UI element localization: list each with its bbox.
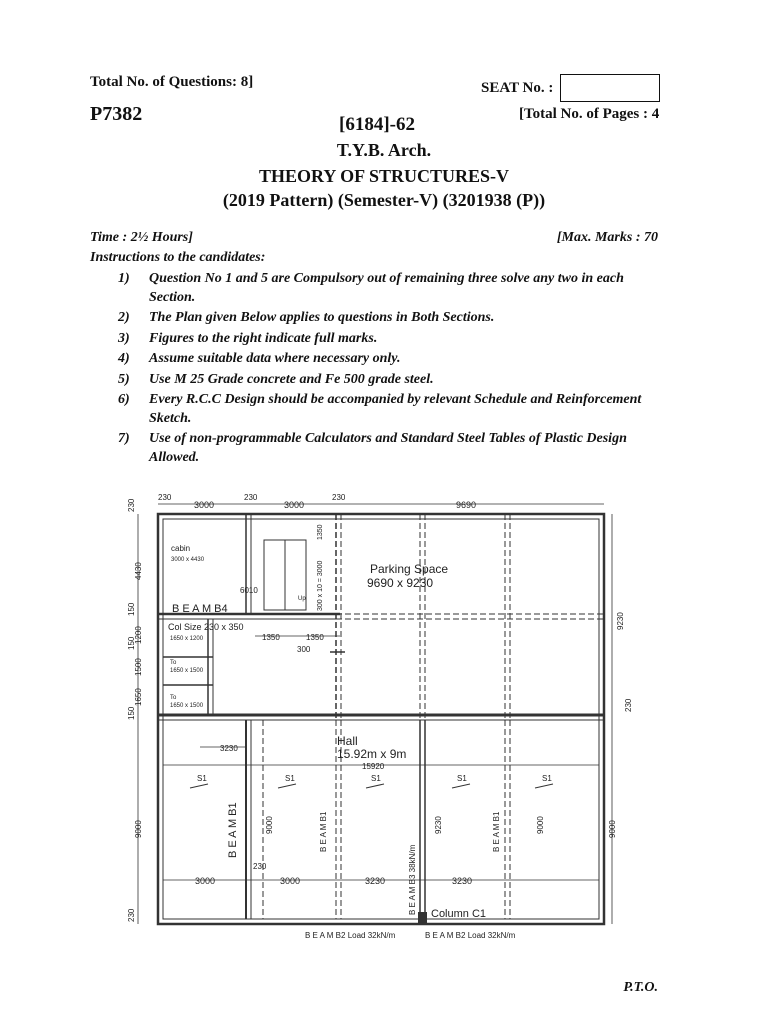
- dim-label: 150: [127, 602, 136, 616]
- dim-label: 230: [127, 498, 136, 512]
- dim-label: 230: [244, 493, 258, 502]
- instruction-item: [118, 270, 662, 307]
- floor-plan-drawing: [122, 488, 660, 944]
- dim-label: 1500: [134, 658, 143, 676]
- beam-label: B E A M B1: [227, 802, 239, 858]
- dim-label: 230: [158, 493, 172, 502]
- dim-label: 3000: [284, 500, 305, 510]
- total-pages: [Total No. of Pages : 4: [519, 106, 660, 122]
- parking-size: 9690 x 9230: [367, 576, 434, 590]
- beam-label: B E A M B1: [319, 811, 328, 852]
- stair-label: 300 x 10 = 3000: [317, 560, 324, 611]
- dim-label: 300: [297, 645, 311, 654]
- dim-label: 9000: [536, 816, 545, 834]
- seat-number-box[interactable]: [560, 74, 660, 102]
- dim-label: 1350: [306, 633, 324, 642]
- column-size-label: Col Size 230 x 350: [168, 622, 244, 632]
- dim-label: 1350: [262, 633, 280, 642]
- instruction-text: The Plan given Below applies to questions in Both Sections.: [149, 310, 495, 325]
- subject-title: THEORY OF STRUCTURES-V: [258, 166, 510, 186]
- instruction-number: 1): [118, 271, 130, 286]
- instructions-heading: Instructions to the candidates:: [90, 250, 266, 265]
- beam-load-label: B E A M B2 Load 32kN/m: [425, 931, 516, 940]
- room-label: To: [170, 660, 177, 666]
- dim-label: 9230: [616, 612, 625, 630]
- dim-label: 6010: [240, 586, 258, 595]
- hall-size: 15.92m x 9m: [337, 747, 407, 761]
- dim-label: 3230: [220, 744, 238, 753]
- pattern-line: (2019 Pattern) (Semester-V) (3201938 (P)): [222, 190, 546, 210]
- instruction-number: 2): [118, 310, 130, 325]
- instruction-item: [118, 330, 662, 349]
- dim-label: 9230: [434, 816, 443, 834]
- dim-label: 15920: [362, 762, 385, 771]
- column-label: Column C1: [431, 908, 487, 920]
- slab-label: S1: [371, 774, 381, 783]
- instruction-text: Figures to the right indicate full marks.: [149, 330, 378, 346]
- max-marks: [Max. Marks : 70: [556, 230, 658, 245]
- beam-label: B E A M B3 38kN/m: [408, 844, 417, 915]
- course-title: T.Y.B. Arch.: [336, 140, 432, 160]
- slab-label: S1: [197, 774, 207, 783]
- beam-load-label: B E A M B2 Load 32kN/m: [305, 931, 396, 940]
- page-turn-indicator: P.T.O.: [623, 980, 658, 995]
- room-size: 1650 x 1500: [170, 668, 204, 674]
- dim-label: 150: [127, 636, 136, 650]
- instructions-list: [118, 270, 662, 469]
- dim-label: 9000: [608, 820, 617, 838]
- dim-label: 9000: [134, 820, 143, 838]
- dim-label: 150: [127, 706, 136, 720]
- dim-label: 230: [624, 698, 633, 712]
- paper-code: [6184]-62: [339, 114, 415, 135]
- room-size: 1650 x 1200: [170, 636, 204, 642]
- dim-label: 3230: [365, 876, 386, 886]
- instruction-text: Assume suitable data where necessary only.: [149, 351, 401, 366]
- hall-label: Hall: [337, 734, 358, 748]
- dim-label: 4430: [134, 562, 143, 580]
- exam-time: Time : 2½ Hours]: [90, 230, 193, 245]
- total-questions: Total No. of Questions: 8]: [90, 74, 254, 90]
- beam-label: B E A M B4: [172, 603, 228, 615]
- instruction-number: 5): [118, 371, 130, 387]
- dim-label: 3000: [195, 876, 216, 886]
- instruction-text: Use M 25 Grade concrete and Fe 500 grade steel.: [149, 371, 434, 387]
- slab-label: S1: [457, 774, 467, 783]
- beam-label: B E A M B1: [492, 811, 501, 852]
- dim-label: 3230: [452, 876, 473, 886]
- slab-label: S1: [285, 774, 295, 783]
- instruction-item: [118, 350, 662, 369]
- instruction-text: Every R.C.C Design should be accompanied by relevant Schedule and Reinforcement Sketch.: [149, 392, 642, 426]
- room-label: cabin: [171, 544, 191, 553]
- parking-label: Parking Space: [370, 562, 449, 576]
- dim-label: 230: [332, 493, 346, 502]
- instruction-number: 3): [118, 330, 130, 346]
- seat-number-label: SEAT No. :: [481, 80, 554, 96]
- dim-label: 3000: [280, 876, 301, 886]
- dim-label: 1350: [317, 524, 324, 540]
- instruction-item: [118, 430, 662, 467]
- room-size: 1650 x 1500: [170, 703, 204, 709]
- dim-label: 1650: [134, 688, 143, 706]
- instruction-number: 7): [118, 431, 130, 446]
- slab-label: S1: [542, 774, 552, 783]
- instruction-text: Use of non-programmable Calculators and Standard Steel Tables of Plastic Design Allowed.: [149, 431, 627, 465]
- instruction-item: [118, 391, 662, 428]
- instruction-number: 4): [118, 351, 130, 366]
- dim-label: 230: [253, 862, 267, 871]
- instruction-item: [118, 309, 662, 328]
- instruction-number: 6): [118, 392, 130, 407]
- dim-label: 9690: [456, 500, 477, 510]
- dim-label: 3000: [194, 500, 215, 510]
- dim-label: 9000: [265, 816, 274, 834]
- paper-id: P7382: [90, 103, 143, 125]
- room-size: 3000 x 4430: [171, 557, 205, 563]
- dim-label: 1200: [134, 626, 143, 644]
- room-label: To: [170, 695, 177, 701]
- instruction-text: Question No 1 and 5 are Compulsory out of remaining three solve any two in each Section.: [149, 271, 624, 305]
- instruction-item: [118, 371, 662, 390]
- dim-label: 230: [127, 908, 136, 922]
- stair-up-label: Up: [298, 596, 306, 602]
